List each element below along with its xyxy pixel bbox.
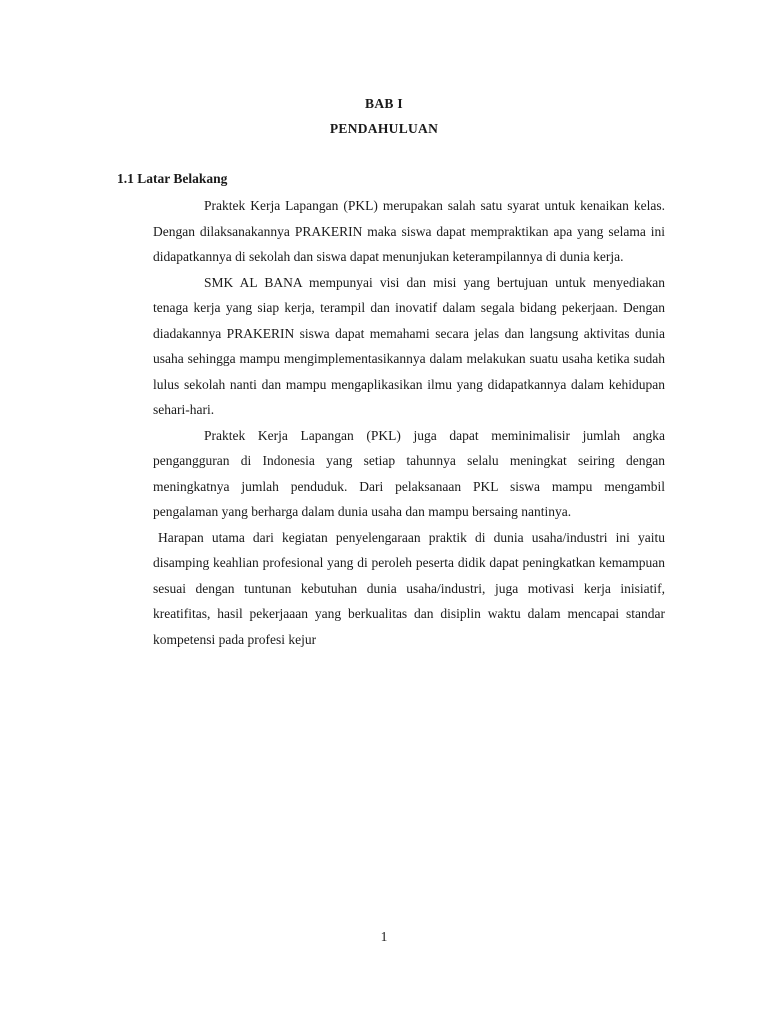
paragraph-3: Praktek Kerja Lapangan (PKL) juga dapat meminimalisir jumlah angka pengangguran di Indonesia yang setiap tahunnya selalu meningkat seiring dengan meningkatnya jumlah penduduk. Dari pelaksanaan PKL siswa mampu mengambil pengalaman yang berharga dalam dunia usaha dan mampu bersaing nantinya. <box>153 427 665 519</box>
chapter-title: PENDAHULUAN <box>329 121 439 136</box>
paragraph-1: Praktek Kerja Lapangan (PKL) merupakan salah satu syarat untuk kenaikan kelas. Dengan dilaksanakannya PRAKERIN maka siswa dapat mempraktikan apa yang selama ini didapatkannya di sekolah dan siswa dapat menunjukan keterampilannya di dunia kerja. <box>153 198 665 264</box>
paragraph-4: Harapan utama dari kegiatan penyelengaraan praktik di dunia usaha/industri ini yaitu disamping keahlian profesional yang di peroleh peserta didik dapat peningkatkan kemampuan sesuai dengan tuntunan kebutuhan dunia usaha/industri, juga motivasi kerja inisiatif, kreatifitas, hasil pekerjaaan yang berkualitas dan disiplin waktu dalam mencapai standar kompetensi pada profesi kejur <box>153 529 665 647</box>
chapter-label: BAB I <box>365 96 403 111</box>
section-heading: 1.1 Latar Belakang <box>117 171 228 186</box>
paragraph-2: SMK AL BANA mempunyai visi dan misi yang bertujuan untuk menyediakan tenaga kerja yang siap kerja, terampil dan inovatif dalam segala bidang pekerjaan. Dengan diadakannya PRAKERIN siswa dapat memahami secara jelas dan langsung aktivitas dunia usaha sehingga mampu mengimplementasikannya dalam melakukan suatu usaha ketika sudah lulus sekolah nanti dan mampu mengaplikasikan ilmu yang didapatkannya dalam kehidupan sehari-hari. <box>153 274 665 417</box>
body-text <box>153 193 665 652</box>
page-number: 1 <box>380 929 388 944</box>
